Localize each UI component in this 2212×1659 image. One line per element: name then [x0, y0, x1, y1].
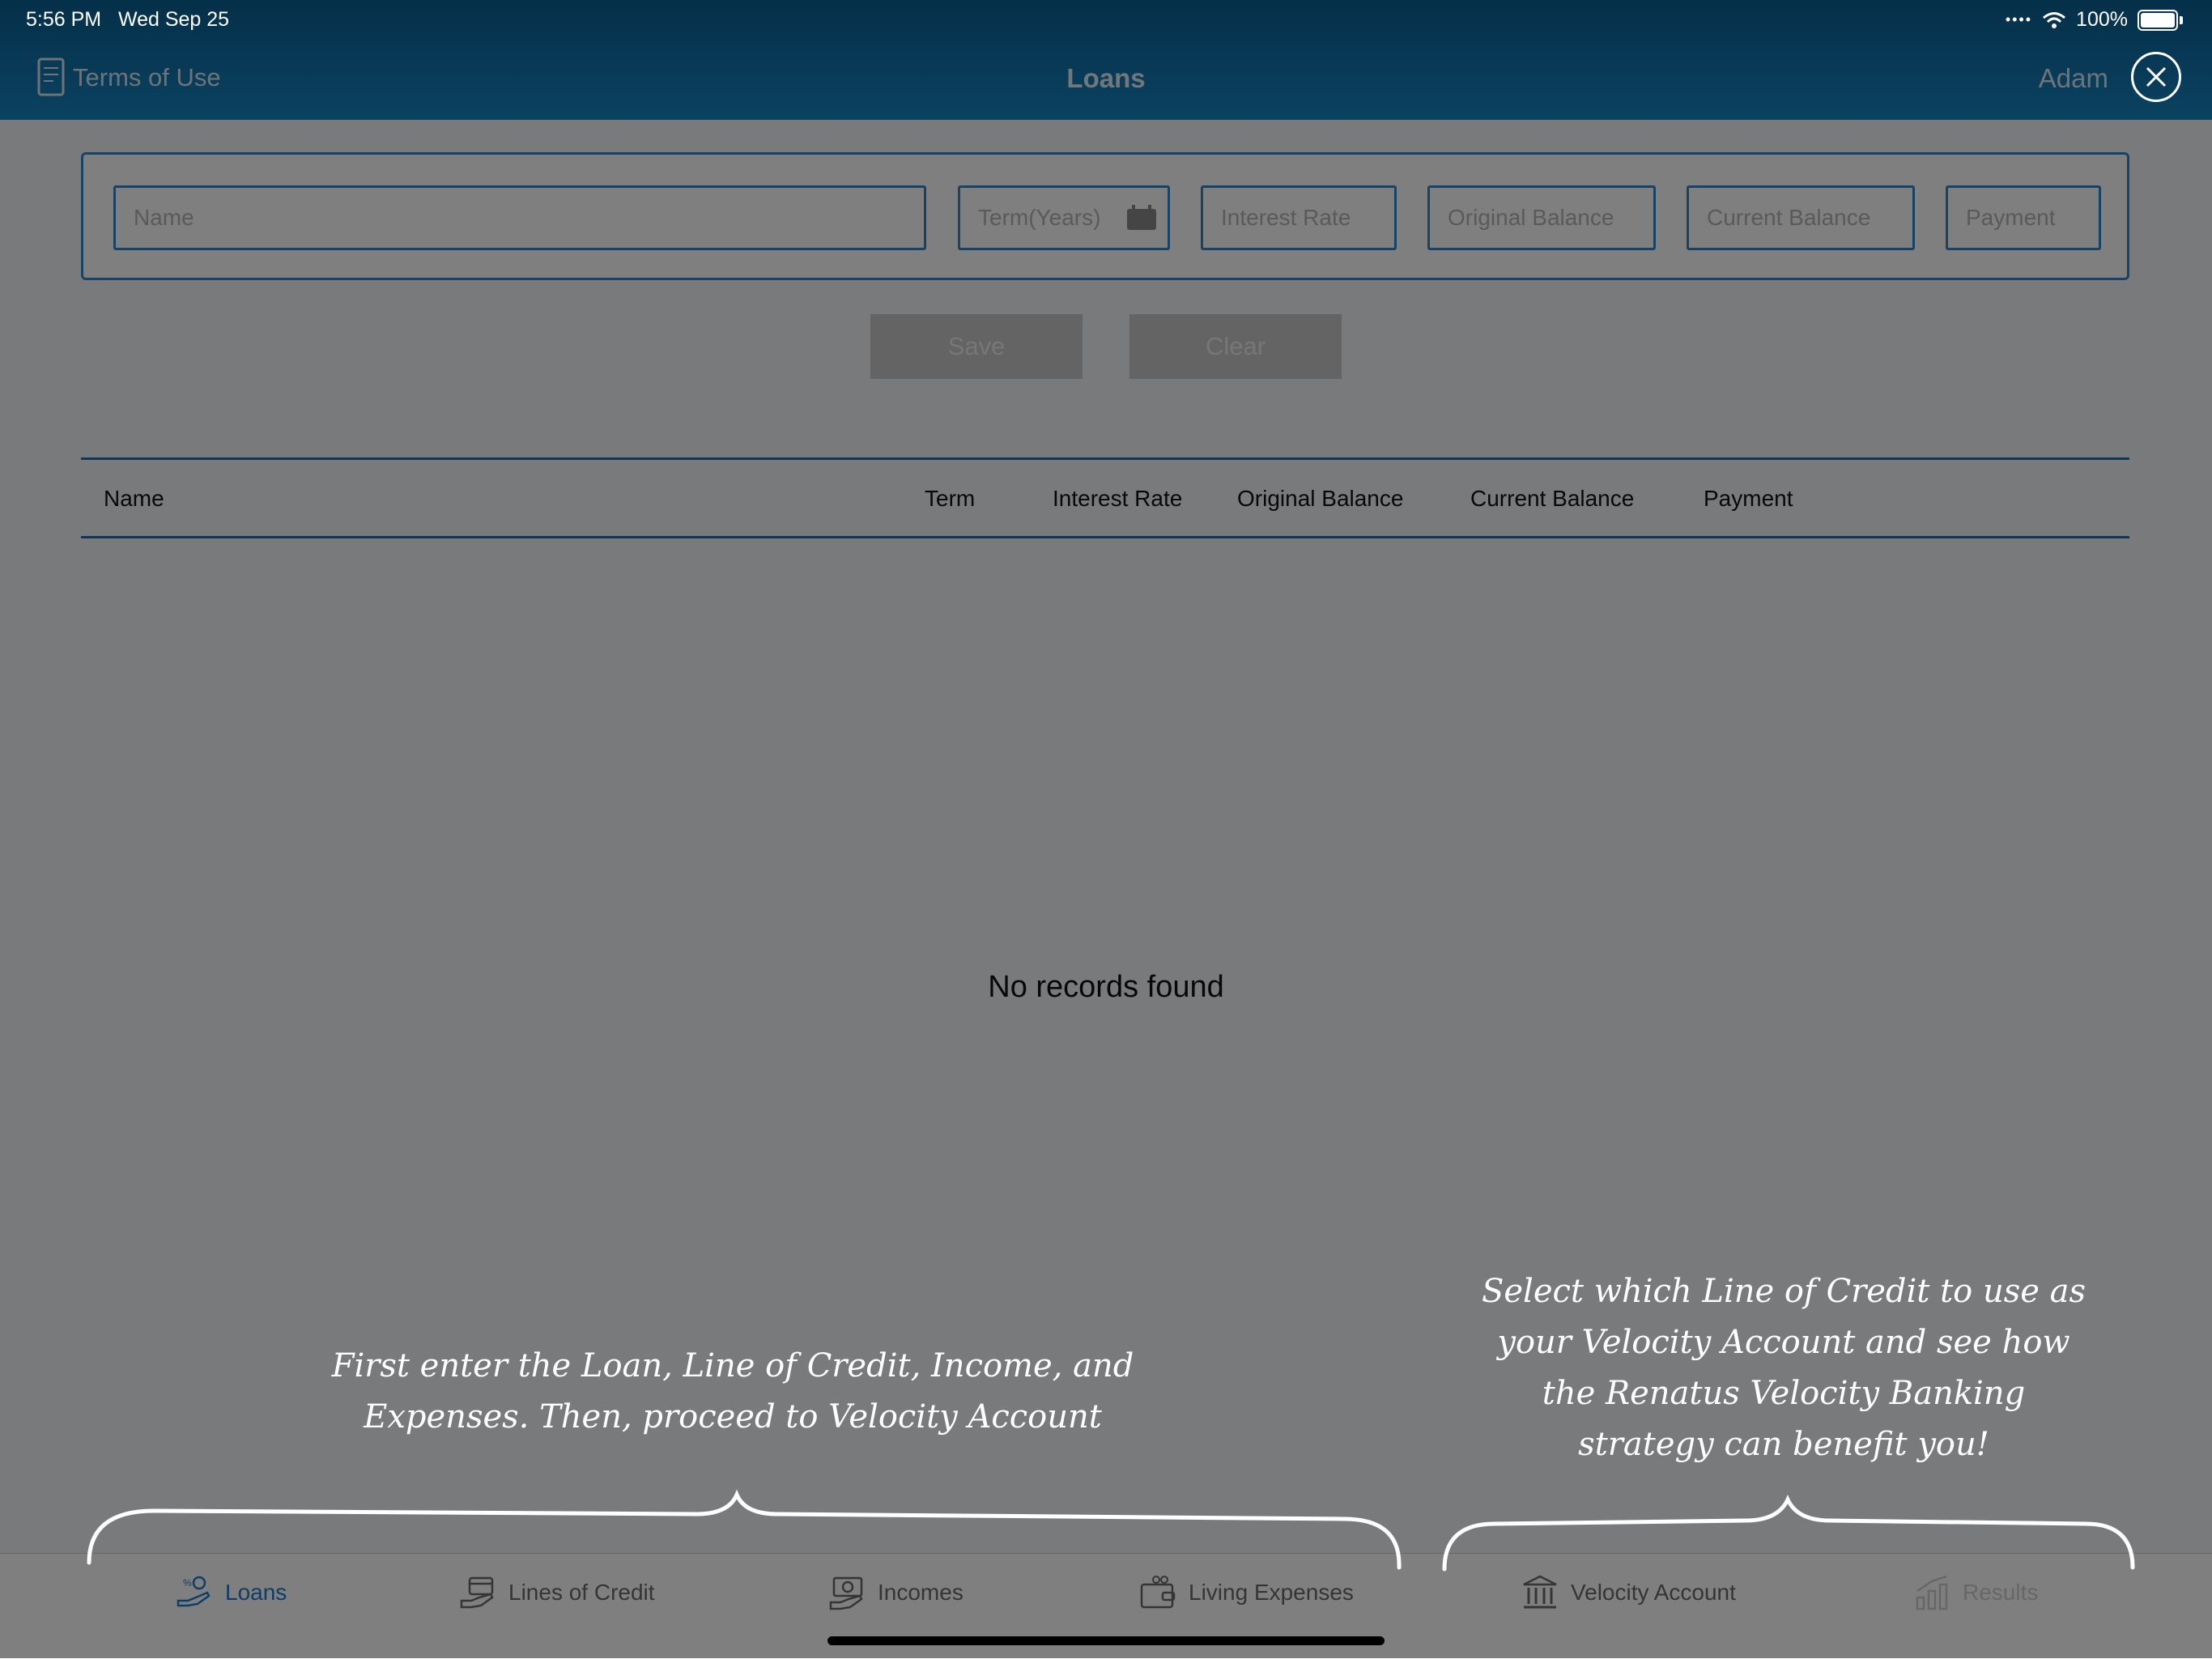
- battery-percent: 100%: [2076, 8, 2128, 31]
- brace-left: [81, 1482, 1409, 1571]
- close-icon: [2144, 65, 2168, 89]
- status-time: 5:56 PM: [26, 8, 102, 31]
- signal-icon: ••••: [2005, 11, 2033, 28]
- wifi-icon: [2042, 11, 2066, 29]
- status-date: Wed Sep 25: [117, 8, 230, 31]
- status-bar: [0, 0, 2212, 39]
- status-indicators: [2006, 8, 2183, 32]
- close-overlay-button[interactable]: [2131, 52, 2181, 102]
- status-time-date: [26, 8, 229, 32]
- battery-icon: [2138, 10, 2178, 31]
- hint-left: First enter the Loan, Line of Credit, Income, and Expenses. Then, proceed to Velocity Account: [331, 1347, 1134, 1436]
- brace-right: [1438, 1488, 2142, 1577]
- hint-right: Select which Line of Credit to use as your Velocity Account and see how the Renatus Velocity Banking strategy can benefit you!: [1481, 1273, 2086, 1463]
- battery-nub: [2180, 16, 2183, 24]
- home-indicator[interactable]: [827, 1636, 1385, 1645]
